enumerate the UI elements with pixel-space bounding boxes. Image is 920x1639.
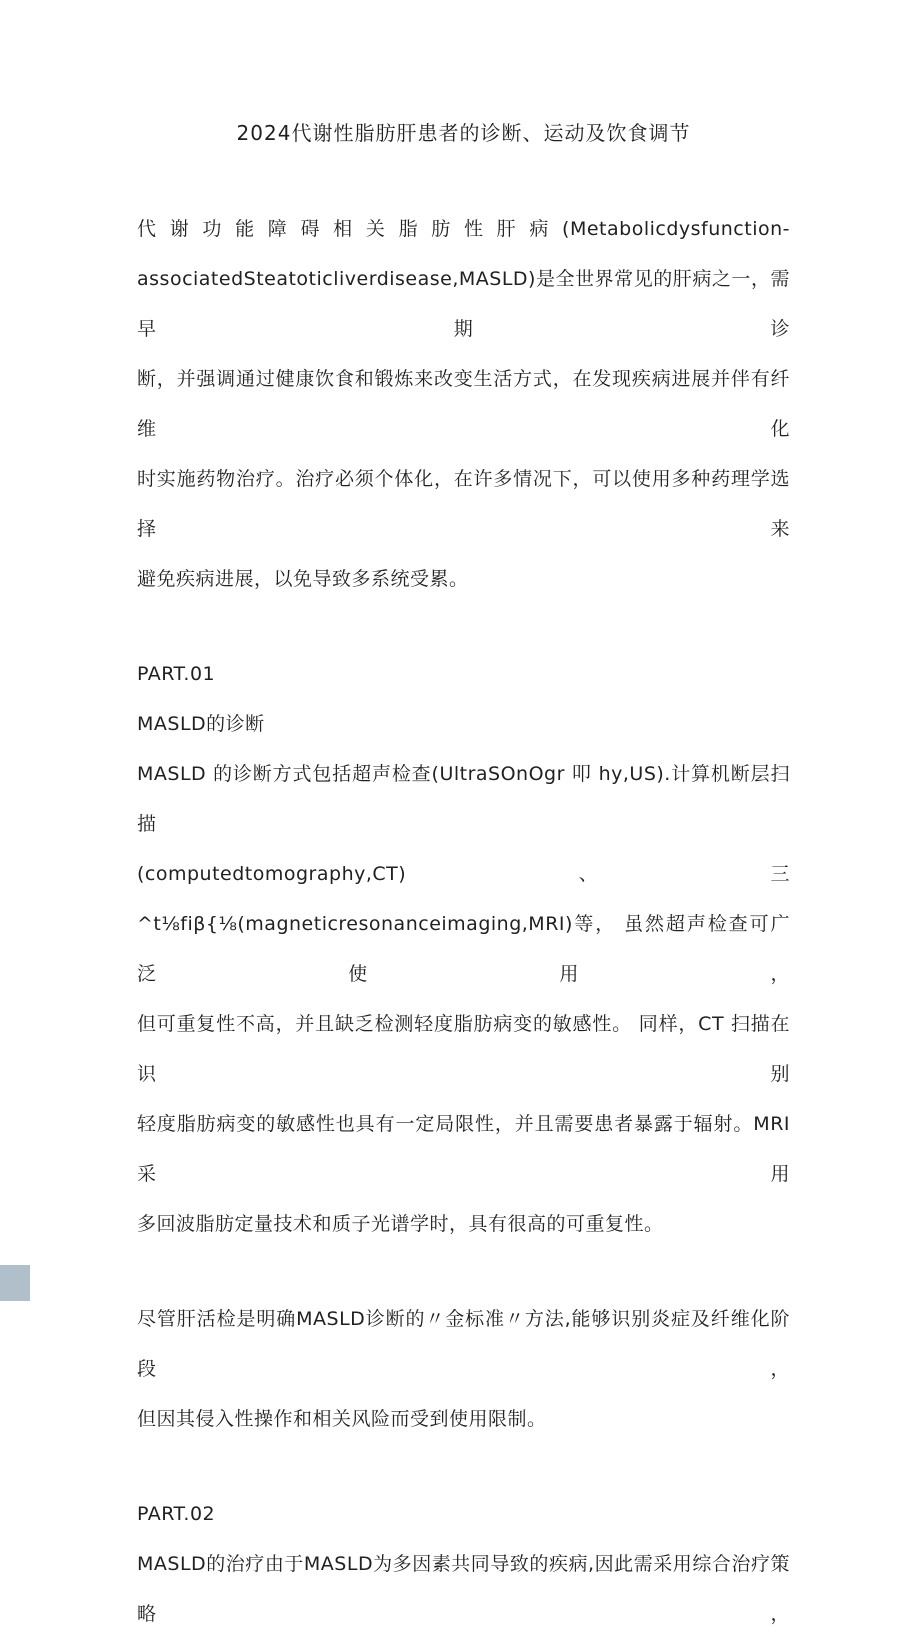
document-title: 2024代谢性脂肪肝患者的诊断、运动及饮食调节 — [236, 121, 691, 145]
text-line: associatedSteatoticliverdisease,MASLD)是全世界常见的肝病之一，需早期诊 — [137, 268, 790, 340]
text-line: 但可重复性不高，并且缺乏检测轻度脂肪病变的敏感性。 同样，CT 扫描在识别 — [137, 1013, 790, 1085]
page-corner-artifact — [0, 1265, 30, 1301]
text-line: 时实施药物治疗。治疗必须个体化，在许多情况下，可以使用多种药理学选择来 — [137, 468, 790, 540]
text-line: 尽管肝活检是明确MASLD诊断的〃金标准〃方法,能够识别炎症及纤维化阶段， — [137, 1308, 790, 1380]
text-line: 轻度脂肪病变的敏感性也具有一定局限性，并且需要患者暴露于辐射。MRI 采用 — [137, 1113, 790, 1185]
text-line: 代谢功能障碍相关脂肪性肝病(Metabolicdysfunction- — [137, 218, 790, 240]
part1-paragraph-1 — [137, 749, 790, 1249]
text-line: ^t⅛fiβ{⅛(magneticresonanceimaging,MRI)等， 虽然超声检查可广泛使用， — [137, 913, 790, 985]
part2-paragraph — [137, 1539, 790, 1639]
text-line: MASLD的治疗由于MASLD为多因素共同导致的疾病,因此需采用综合治疗策略， — [137, 1553, 790, 1625]
part2-label: PART.02 — [137, 1503, 216, 1525]
text-line: (computedtomography,CT)、三 — [137, 863, 790, 885]
part1-heading: MASLD的诊断 — [137, 713, 265, 735]
text-line: 断，并强调通过健康饮食和锻炼来改变生活方式，在发现疾病进展并伴有纤维化 — [137, 368, 790, 440]
text-line: 避免疾病进展，以免导致多系统受累。 — [137, 568, 469, 590]
text-line: 但因其侵入性操作和相关风险而受到使用限制。 — [137, 1408, 547, 1430]
text-line: 多回波脂肪定量技术和质子光谱学时，具有很高的可重复性。 — [137, 1213, 664, 1235]
text-line: MASLD 的诊断方式包括超声检查(UltraSOnOgr 叩 hy,US).计算机断层扫描 — [137, 763, 790, 835]
part1-paragraph-2 — [137, 1294, 790, 1444]
intro-paragraph — [137, 204, 790, 604]
part1-label: PART.01 — [137, 663, 216, 685]
